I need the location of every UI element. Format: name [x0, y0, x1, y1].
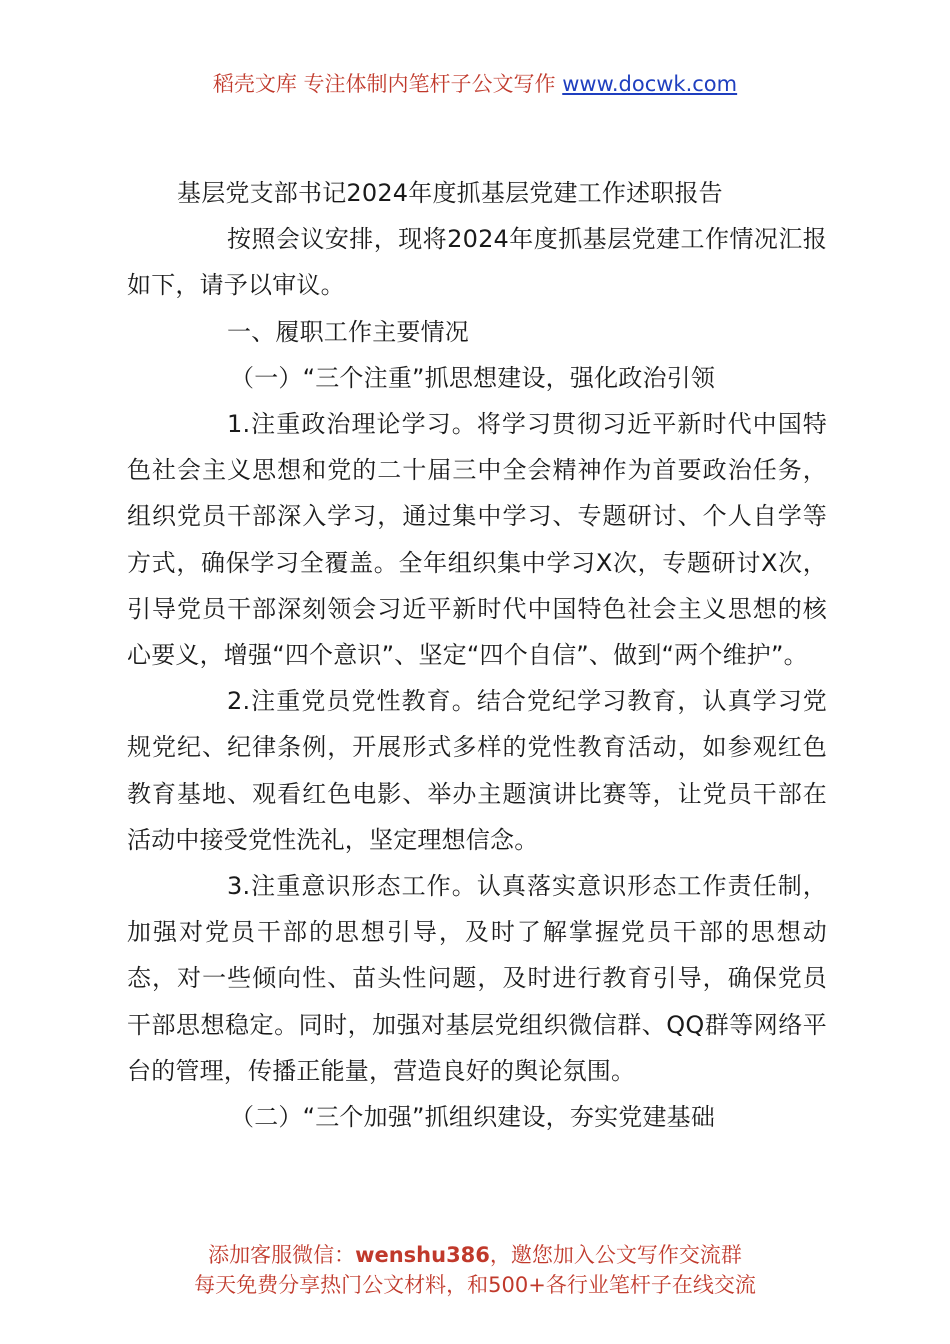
promo-footer — [0, 1240, 950, 1300]
site-banner — [0, 68, 950, 98]
document-body — [127, 170, 827, 1140]
document-title: 基层党支部书记2024年度抓基层党建工作述职报告 — [177, 179, 723, 207]
paragraph-item-3: 3.注重意识形态工作。认真落实意识形态工作责任制，加强对党员干部的思想引导，及时了解掌握党员干部的思想动态，对一些倾向性、苗头性问题，及时进行教育引导，确保党员干部思想稳定。同时，加强对基层党组织微信群、QQ群等网络平台的管理，传播正能量，营造良好的舆论氛围。 — [127, 872, 827, 1085]
paragraph-item-1: 1.注重政治理论学习。将学习贯彻习近平新时代中国特色社会主义思想和党的二十届三中全会精神作为首要政治任务，组织党员干部深入学习，通过集中学习、专题研讨、个人自学等方式，确保学习全覆盖。全年组织集中学习X次，专题研讨X次，引导党员干部深刻领会习近平新时代中国特色社会主义思想的核心要义，增强“四个意识”、坚定“四个自信”、做到“两个维护”。 — [127, 410, 827, 670]
footer-line-1 — [0, 1240, 950, 1270]
footer-line-2: 每天免费分享热门公文材料，和500+各行业笔杆子在线交流 — [194, 1273, 756, 1297]
paragraph-item-2: 2.注重党员党性教育。结合党纪学习教育，认真学习党规党纪、纪律条例，开展形式多样的党性教育活动，如参观红色教育基地、观看红色电影、举办主题演讲比赛等，让党员干部在活动中接受党性洗礼，坚定理想信念。 — [127, 687, 827, 854]
section-heading-1: 一、履职工作主要情况 — [227, 317, 469, 346]
subsection-heading-1: （一）“三个注重”抓思想建设，强化政治引领 — [230, 363, 716, 392]
subsection-heading-2: （二）“三个加强”抓组织建设，夯实党建基础 — [230, 1103, 716, 1132]
intro-paragraph: 按照会议安排，现将2024年度抓基层党建工作情况汇报如下，请予以审议。 — [127, 225, 827, 300]
brand-text: 稻壳文库 专注体制内笔杆子公文写作 — [212, 72, 556, 96]
site-url-link[interactable]: www.docwk.com — [562, 72, 738, 96]
wechat-id: wenshu386 — [355, 1243, 490, 1267]
footer-wechat-suffix: ，邀您加入公文写作交流群 — [489, 1243, 742, 1267]
footer-wechat-prefix: 添加客服微信： — [208, 1243, 356, 1267]
